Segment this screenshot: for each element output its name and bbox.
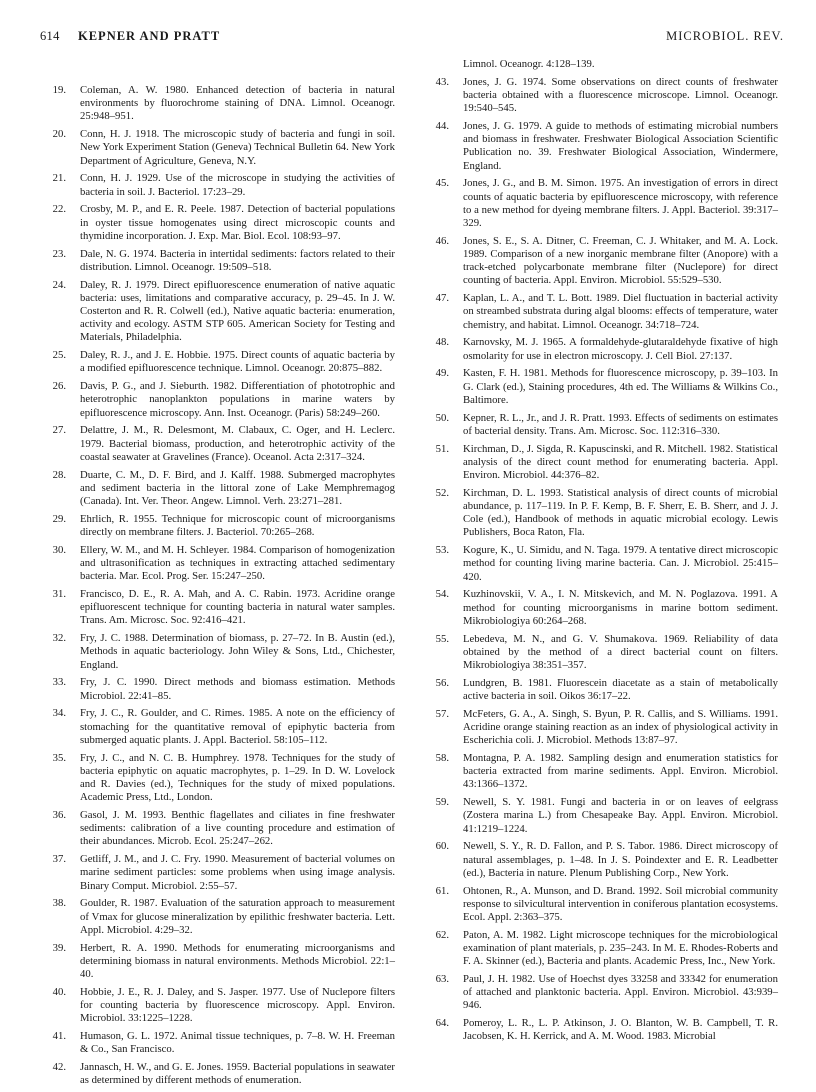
reference-text: Getliff, J. M., and J. C. Fry. 1990. Measurement of bacterial volumes on marine sediment particles: some problems when using image analysis. Binary Comput. Microbiol. 2:55–57. xyxy=(80,853,395,892)
reference-text: Paul, J. H. 1982. Use of Hoechst dyes 33258 and 33342 for enumeration of attached and planktonic bacteria. Appl. Environ. Microbiol. 43:939–946. xyxy=(463,973,778,1012)
reference-entry xyxy=(423,752,778,792)
reference-entry xyxy=(40,676,395,702)
reference-entry xyxy=(40,544,395,584)
reference-number: 63. xyxy=(435,973,449,986)
reference-entry xyxy=(423,588,778,628)
reference-text: Fry, J. C. 1988. Determination of biomass, p. 27–72. In B. Austin (ed.), Methods in aquatic bacteriology. John Wiley & Sons, Ltd., Chichester, England. xyxy=(80,632,395,671)
reference-text: Goulder, R. 1987. Evaluation of the saturation approach to measurement of Vmax for glucose mineralization by epilithic freshwater bacteria. Lett. Appl. Microbiol. 4:29–32. xyxy=(80,897,395,936)
reference-number: 26. xyxy=(52,380,66,393)
reference-number: 31. xyxy=(52,588,66,601)
reference-number: 35. xyxy=(52,751,66,764)
reference-entry xyxy=(40,424,395,464)
reference-number: 55. xyxy=(435,632,449,645)
reference-number: 59. xyxy=(435,796,449,809)
reference-text: Herbert, R. A. 1990. Methods for enumerating microorganisms and determining biomass in natural environments. Methods Microbiol. 22:1–40. xyxy=(80,941,395,981)
reference-entry xyxy=(423,633,778,673)
reference-text: Paton, A. M. 1982. Light microscope techniques for the microbiological examination of plant materials, p. 235–243. In M. E. Rhodes-Roberts and F. A. Skinner (ed.), Bacteria and plants. Academic Press, Inc., New York. xyxy=(463,928,778,968)
reference-number: 43. xyxy=(435,75,449,88)
reference-number: 45. xyxy=(435,177,449,190)
reference-text: Ehrlich, R. 1955. Technique for microscopic count of microorganisms directly on membrane filters. J. Bacteriol. 70:265–268. xyxy=(80,512,395,539)
reference-number: 30. xyxy=(52,543,66,556)
reference-text: Conn, H. J. 1918. The microscopic study of bacteria and fungi in soil. New York Experiment Station (Geneva) Technical Bulletin 64. New York Department of Agriculture, Geneva, N.Y. xyxy=(80,128,395,167)
reference-text: Delattre, J. M., R. Delesmont, M. Clabaux, C. Oger, and H. Leclerc. 1979. Bacterial biomass, production, and heterotrophic activity of the coastal seawater at Gravelines (France). Oceanol. Acta 2:317–324. xyxy=(80,424,395,463)
reference-number: 50. xyxy=(435,411,449,424)
reference-entry xyxy=(40,380,395,420)
reference-entry xyxy=(40,349,395,375)
reference-number: 34. xyxy=(52,707,66,720)
reference-number: 21. xyxy=(52,172,66,185)
reference-text: Ellery, W. M., and M. H. Schleyer. 1984. Comparison of homogenization and ultrasonification as techniques in extracting attached sedimentary bacteria. Mar. Ecol. Prog. Ser. 15:247–250. xyxy=(80,543,395,583)
reference-text: Francisco, D. E., R. A. Mah, and A. C. Rabin. 1973. Acridine orange epifluorescent technique for counting bacteria in natural water samples. Trans. Am. Microsc. Soc. 92:416–421. xyxy=(80,588,395,627)
reference-text: Lebedeva, M. N., and G. V. Shumakova. 1969. Reliability of data obtained by the method of a direct bacterial count on filters. Mikrobiologiya 38:351–357. xyxy=(463,632,778,672)
reference-text: Newell, S. Y., R. D. Fallon, and P. S. Tabor. 1986. Direct microscopy of natural assemblages, p. 1–48. In J. S. Poindexter and E. R. Leadbetter (ed.), Bacteria in nature. Plenum Publishing Corp., New York. xyxy=(463,840,778,879)
reference-text: Lundgren, B. 1981. Fluorescein diacetate as a stain of metabolically active bacteria in soil. Oikos 36:17–22. xyxy=(463,676,778,703)
left-column xyxy=(40,84,395,1092)
reference-number: 54. xyxy=(435,588,449,601)
reference-text: Davis, P. G., and J. Sieburth. 1982. Differentiation of phototrophic and heterotrophic nanoplankton populations in marine waters by epifluorescence microscopy. Ann. Inst. Oceanogr. (Paris) 58:249–260. xyxy=(80,380,395,419)
reference-text: Karnovsky, M. J. 1965. A formaldehyde-glutaraldehyde fixative of high osmolarity for use in electron microscopy. J. Cell Biol. 27:137. xyxy=(463,336,778,362)
reference-number: 24. xyxy=(52,278,66,291)
reference-number: 22. xyxy=(52,203,66,216)
reference-text: Conn, H. J. 1929. Use of the microscope in studying the activities of bacteria in soil. J. Bacteriol. 17:23–29. xyxy=(80,172,395,198)
reference-number: 60. xyxy=(435,840,449,853)
reference-entry xyxy=(423,76,778,116)
reference-entry xyxy=(423,544,778,584)
reference-text: Fry, J. C., and N. C. B. Humphrey. 1978. Techniques for the study of bacteria epiphytic on aquatic macrophytes, p. 1–29. In D. W. Lovelock and R. Davies (ed.), Techniques for the study of mixed populations. Academic Press, Ltd., London. xyxy=(80,751,395,804)
reference-entry xyxy=(40,707,395,747)
right-column xyxy=(423,58,778,1048)
reference-number: 49. xyxy=(435,367,449,380)
reference-text: Limnol. Oceanogr. 4:128–139. xyxy=(463,58,595,70)
reference-number: 62. xyxy=(435,928,449,941)
reference-text: Daley, R. J. 1979. Direct epifluorescence enumeration of native aquatic bacteria: uses, limitations and comparative accuracy, p. 29–45. In J. W. Costerton and R. R. Colwell (ed.), Native aquatic bacteria: enumeration, activity and ecology. ASTM STP 605. American Society for Testing and Materials, Philadelphia. xyxy=(80,278,395,344)
reference-entry xyxy=(423,120,778,173)
reference-entry xyxy=(40,1061,395,1087)
reference-number: 37. xyxy=(52,853,66,866)
reference-entry xyxy=(40,172,395,198)
continued-reference xyxy=(423,58,778,71)
reference-entry xyxy=(423,487,778,540)
reference-number: 28. xyxy=(52,468,66,481)
reference-text: Duarte, C. M., D. F. Bird, and J. Kalff. 1988. Submerged macrophytes and sediment bacteria in the littoral zone of Lake Memphremagog (Canada). Int. Ver. Theor. Angew. Limnol. Verh. 23:271–281. xyxy=(80,468,395,508)
reference-entry xyxy=(40,588,395,628)
reference-entry xyxy=(423,885,778,925)
reference-text: Kirchman, D., J. Sigda, R. Kapuscinski, and R. Mitchell. 1982. Statistical analysis of the direct count method for enumerating bacteria. Appl. Environ. Microbiol. 44:376–82. xyxy=(463,442,778,482)
reference-number: 33. xyxy=(52,676,66,689)
reference-entry xyxy=(423,840,778,880)
reference-number: 61. xyxy=(435,884,449,897)
page-header xyxy=(40,29,784,49)
running-head-journal: MICROBIOL. REV. xyxy=(666,29,784,43)
reference-entry xyxy=(40,897,395,937)
reference-number: 40. xyxy=(52,985,66,998)
reference-entry xyxy=(40,513,395,539)
reference-number: 44. xyxy=(435,120,449,132)
reference-number: 48. xyxy=(435,336,449,349)
reference-text: Fry, J. C., R. Goulder, and C. Rimes. 1985. A note on the efficiency of stomaching for the quantitative removal of epiphytic bacteria from submerged aquatic plants. J. Appl. Bacteriol. 58:105–112. xyxy=(80,707,395,746)
reference-number: 47. xyxy=(435,292,449,305)
reference-number: 51. xyxy=(435,442,449,455)
reference-text: Hobbie, J. E., R. J. Daley, and S. Jasper. 1977. Use of Nuclepore filters for counting bacteria by fluorescence microscopy. Appl. Environ. Microbiol. 33:1225–1228. xyxy=(80,985,395,1025)
reference-number: 20. xyxy=(52,128,66,141)
reference-text: Newell, S. Y. 1981. Fungi and bacteria in or on leaves of eelgrass (Zostera marina L.) from Chesapeake Bay. Appl. Environ. Microbiol. 41:1219–1224. xyxy=(463,796,778,835)
reference-entry xyxy=(423,336,778,362)
reference-number: 39. xyxy=(52,941,66,954)
reference-number: 23. xyxy=(52,247,66,260)
reference-text: Kuzhinovskii, V. A., I. N. Mitskevich, and M. N. Poglazova. 1991. A method for counting microorganisms in marine bottom sediment. Mikrobiologiya 60:264–268. xyxy=(463,588,778,627)
reference-entry xyxy=(40,853,395,893)
reference-number: 46. xyxy=(435,234,449,247)
reference-text: Kirchman, D. L. 1993. Statistical analysis of direct counts of microbial abundance, p. 117–119. In P. F. Kemp, B. F. Sherr, E. B. Sherr, and J. J. Cole (ed.), Handbook of methods in aquatic microbial ecology. Lewis Publishers, Boca Raton, Fla. xyxy=(463,486,778,539)
reference-text: Jones, J. G. 1974. Some observations on direct counts of freshwater bacteria obtained with a fluorescence microscope. Limnol. Oceanogr. 19:540–545. xyxy=(463,75,778,115)
reference-text: Ohtonen, R., A. Munson, and D. Brand. 1992. Soil microbial community response to silvicultural intervention in coniferous plantation ecosystems. Ecol. Appl. 2:363–375. xyxy=(463,884,778,924)
reference-entry xyxy=(40,84,395,124)
reference-text: Pomeroy, L. R., L. P. Atkinson, J. O. Blanton, W. B. Campbell, T. R. Jacobsen, K. H. Kerrick, and A. M. Wood. 1983. Microbial xyxy=(463,1017,778,1043)
reference-entry xyxy=(423,929,778,969)
reference-number: 36. xyxy=(52,809,66,822)
reference-text: Kaplan, L. A., and T. L. Bott. 1989. Diel fluctuation in bacterial activity on streambed substrata during algal blooms: effects of temperature, water chemistry, and habitat. Limnol. Oceanogr. 34:718–724. xyxy=(463,292,778,331)
reference-entry xyxy=(423,367,778,407)
reference-text: Crosby, M. P., and E. R. Peele. 1987. Detection of bacterial populations in oyster tissue homogenates using direct microscopic counts and thymidine incorporation. J. Exp. Mar. Biol. Ecol. 108:93–97. xyxy=(80,203,395,242)
reference-text: Kasten, F. H. 1981. Methods for fluorescence microscopy, p. 39–103. In G. Clark (ed.), Staining procedures, 4th ed. The Williams & Wilkins Co., Baltimore. xyxy=(463,367,778,406)
reference-text: Fry, J. C. 1990. Direct methods and biomass estimation. Methods Microbiol. 22:41–85. xyxy=(80,676,395,702)
reference-entry xyxy=(40,128,395,168)
reference-number: 25. xyxy=(52,349,66,362)
reference-entry xyxy=(40,809,395,849)
reference-entry xyxy=(423,443,778,483)
reference-number: 27. xyxy=(52,424,66,437)
reference-text: McFeters, G. A., A. Singh, S. Byun, P. R. Callis, and S. Williams. 1991. Acridine orange staining reaction as an index of physiological activity in Escherichia coli. J. Microbiol. Methods 13:87–97. xyxy=(463,707,778,747)
reference-number: 56. xyxy=(435,676,449,689)
reference-text: Humason, G. L. 1972. Animal tissue techniques, p. 7–8. W. H. Freeman & Co., San Francisco. xyxy=(80,1030,395,1056)
reference-number: 29. xyxy=(52,512,66,525)
reference-entry xyxy=(423,412,778,438)
reference-entry xyxy=(423,1017,778,1043)
reference-entry xyxy=(423,177,778,230)
reference-text: Jones, J. G., and B. M. Simon. 1975. An investigation of errors in direct counts of aquatic bacteria by epifluorescence microscopy, with reference to a new method for dyeing membrane filters. J. Appl. Bacteriol. 39:317–329. xyxy=(463,177,778,230)
reference-entry xyxy=(423,796,778,836)
reference-number: 64. xyxy=(435,1017,449,1030)
reference-number: 52. xyxy=(435,486,449,499)
reference-entry xyxy=(40,986,395,1026)
reference-number: 32. xyxy=(52,632,66,645)
reference-number: 57. xyxy=(435,707,449,720)
reference-entry xyxy=(40,203,395,243)
page-number: 614 xyxy=(40,29,60,43)
reference-text: Coleman, A. W. 1980. Enhanced detection of bacteria in natural environments by fluorochrome staining of DNA. Limnol. Oceanogr. 25:948–951. xyxy=(80,84,395,123)
reference-entry xyxy=(423,677,778,703)
reference-entry xyxy=(423,708,778,748)
reference-entry xyxy=(40,248,395,274)
reference-entry xyxy=(40,942,395,982)
reference-text: Daley, R. J., and J. E. Hobbie. 1975. Direct counts of aquatic bacteria by a modified epifluorescence technique. Limnol. Oceanogr. 20:875–882. xyxy=(80,349,395,375)
reference-entry xyxy=(423,292,778,332)
reference-entry xyxy=(40,469,395,509)
reference-entry xyxy=(423,973,778,1013)
reference-entry xyxy=(40,632,395,672)
reference-entry xyxy=(40,279,395,345)
reference-text: Jones, J. G. 1979. A guide to methods of estimating microbial numbers and biomass in freshwater. Freshwater Biological Association Scientific Publication no. 39. Freshwater Biological Association, Windermere, England. xyxy=(463,120,778,172)
reference-number: 53. xyxy=(435,544,449,557)
reference-number: 58. xyxy=(435,752,449,765)
reference-entry xyxy=(40,752,395,805)
reference-entry xyxy=(423,235,778,288)
reference-entry xyxy=(40,1030,395,1056)
running-head-authors: KEPNER AND PRATT xyxy=(78,29,221,43)
reference-text: Jones, S. E., S. A. Ditner, C. Freeman, C. J. Whitaker, and M. A. Lock. 1989. Comparison of a new inorganic membrane filter (Anopore) with a track-etched polycarbonate membrane filter (Nuclepore) for direct counting of bacteria. Appl. Environ. Microbiol. 55:529–530. xyxy=(463,234,778,287)
reference-number: 38. xyxy=(52,897,66,910)
reference-number: 19. xyxy=(52,84,66,96)
reference-text: Jannasch, H. W., and G. E. Jones. 1959. Bacterial populations in seawater as determined by different methods of enumeration. xyxy=(80,1061,395,1087)
reference-text: Montagna, P. A. 1982. Sampling design and enumeration statistics for bacteria extracted from marine sediments. Appl. Environ. Microbiol. 43:1366–1372. xyxy=(463,752,778,791)
reference-text: Kepner, R. L., Jr., and J. R. Pratt. 1993. Effects of sediments on estimates of bacterial density. Trans. Am. Microsc. Soc. 112:316–330. xyxy=(463,411,778,437)
reference-text: Kogure, K., U. Simidu, and N. Taga. 1979. A tentative direct microscopic method for counting living marine bacteria. Can. J. Microbiol. 25:415–420. xyxy=(463,544,778,583)
reference-text: Gasol, J. M. 1993. Benthic flagellates and ciliates in fine freshwater sediments: calibration of a live counting procedure and estimation of their abundances. Microb. Ecol. 25:247–262. xyxy=(80,809,395,848)
reference-number: 41. xyxy=(52,1030,66,1043)
reference-text: Dale, N. G. 1974. Bacteria in intertidal sediments: factors related to their distribution. Limnol. Oceanogr. 19:509–518. xyxy=(80,247,395,273)
reference-number: 42. xyxy=(52,1061,66,1074)
